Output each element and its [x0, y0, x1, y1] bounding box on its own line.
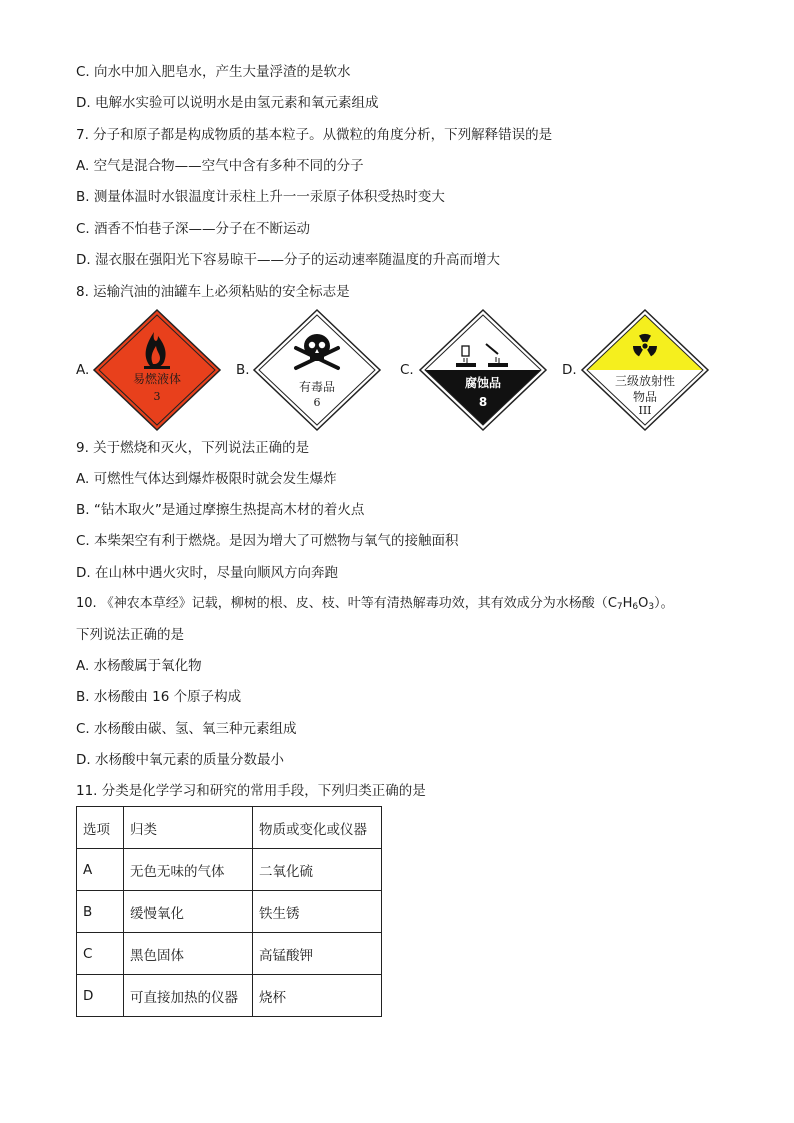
- table-header-row: [77, 807, 382, 849]
- q10-formula: $C_7H_6O_3$: [607, 596, 655, 612]
- question-10-continued: 下列说法正确的是: [76, 627, 184, 643]
- q7-option-d: D. 湿衣服在强阳光下容易晾干——分子的运动速率随温度的升高而增大: [76, 252, 500, 268]
- q10-option-a: A. 水杨酸属于氧化物: [76, 658, 202, 674]
- toxic-sign: [252, 308, 382, 432]
- q10-option-d: D. 水杨酸中氧元素的质量分数最小: [76, 752, 284, 768]
- table-row: [77, 933, 382, 975]
- q10-text: 10. 《神农本草经》记载，柳树的根、皮、枝、叶等有清热解毒功效，其有效成分为水杨酸（: [76, 596, 608, 611]
- table-cell: 铁生锈: [253, 891, 382, 933]
- q9-option-c: C. 本柴架空有利于燃烧。是因为增大了可燃物与氧气的接触面积: [76, 533, 459, 549]
- radioactive-sign: [580, 308, 710, 432]
- q6-option-d: D. 电解水实验可以说明水是由氢元素和氧元素组成: [76, 95, 379, 111]
- table-header-cell: 归类: [124, 807, 253, 849]
- table-cell: 缓慢氧化: [124, 891, 253, 933]
- table-header-cell: 选项: [77, 807, 124, 849]
- table-cell: D: [77, 975, 124, 1017]
- sign-d-number: III: [638, 404, 652, 417]
- q6-option-c: C. 向水中加入肥皂水，产生大量浮渣的是软水: [76, 64, 351, 80]
- q7-option-a: A. 空气是混合物——空气中含有多种不同的分子: [76, 158, 364, 174]
- sign-d-label-line2: 物品: [632, 390, 657, 404]
- sign-b-label: 有毒品: [298, 380, 335, 394]
- sign-a-number: 3: [153, 390, 161, 403]
- corrosive-sign: [418, 308, 548, 432]
- q8-option-c-letter: C.: [400, 362, 414, 378]
- table-cell: 烧杯: [253, 975, 382, 1017]
- question-10: [76, 595, 674, 616]
- table-cell: 二氧化硫: [253, 849, 382, 891]
- sign-b-number: 6: [313, 396, 321, 409]
- question-7: 7. 分子和原子都是构成物质的基本粒子。从微粒的角度分析，下列解释错误的是: [76, 127, 553, 143]
- table-cell: 高锰酸钾: [253, 933, 382, 975]
- flammable-liquid-sign: [92, 308, 222, 432]
- q9-option-a: A. 可燃性气体达到爆炸极限时就会发生爆炸: [76, 471, 337, 487]
- q9-option-d: D. 在山林中遇火灾时，尽量向顺风方向奔跑: [76, 565, 338, 581]
- table-header-cell: 物质或变化或仪器: [253, 807, 382, 849]
- sign-d-label-line1: 三级放射性: [614, 374, 675, 388]
- q7-option-c: C. 酒香不怕巷子深——分子在不断运动: [76, 221, 311, 237]
- table-row: [77, 975, 382, 1017]
- sign-c-label: 腐蚀品: [464, 376, 501, 390]
- table-cell: 黑色固体: [124, 933, 253, 975]
- question-9: 9. 关于燃烧和灭火，下列说法正确的是: [76, 440, 310, 456]
- q8-option-a-letter: A.: [76, 362, 90, 378]
- table-cell: A: [77, 849, 124, 891]
- table-row: [77, 849, 382, 891]
- q10-option-c: C. 水杨酸由碳、氢、氧三种元素组成: [76, 721, 297, 737]
- q8-option-b-letter: B.: [236, 362, 250, 378]
- classification-table: [76, 806, 382, 1017]
- table-cell: C: [77, 933, 124, 975]
- sign-a-label: 易燃液体: [132, 372, 181, 386]
- q10-option-b: B. 水杨酸由 16 个原子构成: [76, 689, 242, 705]
- table-cell: 可直接加热的仪器: [124, 975, 253, 1017]
- q9-option-b: B. “钻木取火”是通过摩擦生热提高木材的着火点: [76, 502, 365, 518]
- table-row: [77, 891, 382, 933]
- q8-option-d-letter: D.: [562, 362, 577, 378]
- table-cell: B: [77, 891, 124, 933]
- q10-text-end: ）。: [654, 596, 674, 611]
- question-8: 8. 运输汽油的油罐车上必须粘贴的安全标志是: [76, 284, 350, 300]
- table-cell: 无色无味的气体: [124, 849, 253, 891]
- q7-option-b: B. 测量体温时水银温度计汞柱上升一一汞原子体积受热时变大: [76, 189, 445, 205]
- question-11: 11. 分类是化学学习和研究的常用手段，下列归类正确的是: [76, 783, 426, 799]
- sign-c-number: 8: [478, 395, 488, 409]
